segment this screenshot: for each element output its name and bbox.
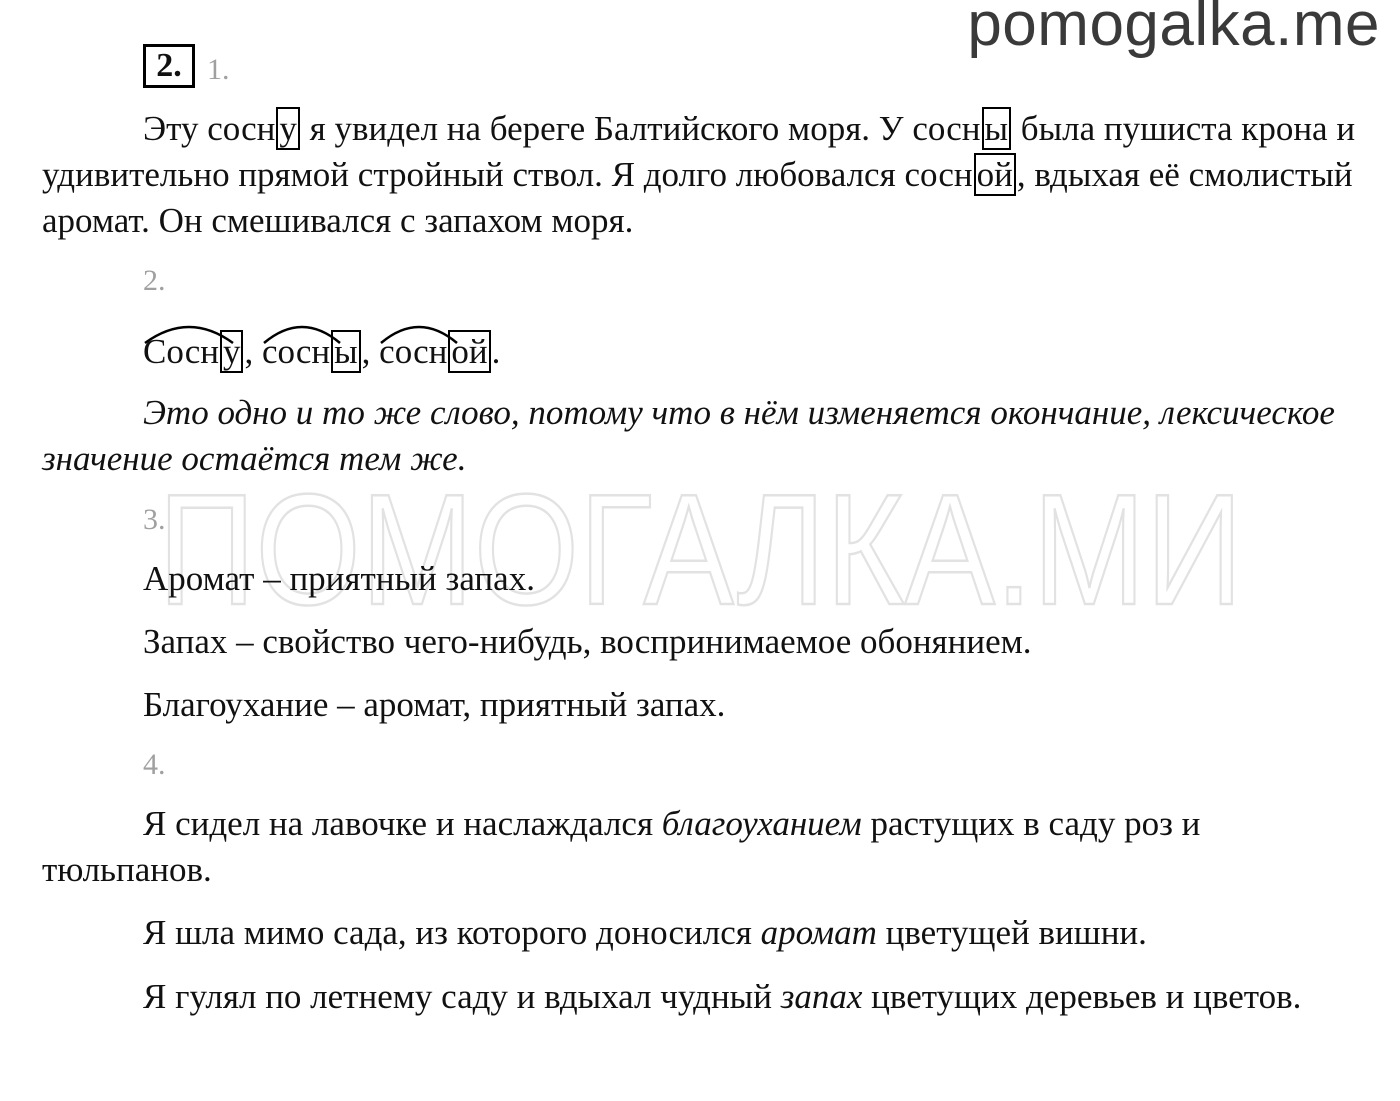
part-4-number: 4. — [143, 748, 166, 781]
highlighted-word: запах — [780, 977, 863, 1016]
definition-zapah: Запах – свойство чего-нибудь, воспринимаемое обонянием. — [143, 622, 1032, 661]
text-segment: была пушиста крона и удивительно прямой стройный ствол. Я долго любовался сосн — [42, 109, 1356, 194]
word-form-3 — [379, 329, 447, 375]
sentence-1 — [42, 801, 1367, 893]
text-segment: растущих в саду роз и тюльпанов. — [42, 804, 1201, 889]
word-forms — [143, 329, 1343, 375]
part-1-number: 1. — [207, 53, 230, 86]
part-2-number: 2. — [143, 264, 166, 297]
ending-box: ой — [448, 330, 490, 373]
exercise-number: 2. — [143, 44, 195, 88]
site-logo: pomogalka.me — [967, 0, 1380, 59]
text-segment: цветущих деревьев и цветов. — [862, 977, 1302, 1016]
sentence-3 — [42, 974, 1367, 1020]
watermark-text: ПОМОГАЛКА.МИ — [158, 476, 1243, 626]
text-segment: , вдыхая её смолистый аромат. Он смешивался с запахом моря. — [42, 155, 1353, 240]
sentence-2 — [42, 910, 1367, 956]
definition-blagouhanie: Благоухание – аромат, приятный запах. — [143, 685, 726, 724]
separator: . — [491, 332, 501, 371]
part-2-explanation: Это одно и то же слово, потому что в нём изменяется окончание, лексическое значение остаётся тем же. — [42, 393, 1335, 478]
text-segment: Я шла мимо сада, из которого доносился — [143, 913, 761, 952]
ending-box: ы — [331, 330, 361, 373]
highlighted-word: аромат — [760, 913, 877, 952]
definition-aromat: Аромат – приятный запах. — [143, 559, 535, 598]
word-form-2 — [262, 329, 330, 375]
separator: , — [361, 332, 380, 371]
root-text: Сосн — [143, 332, 219, 371]
watermark — [158, 476, 1248, 626]
ending-box: у — [276, 107, 300, 150]
ending-box: у — [220, 330, 244, 373]
highlighted-word: благоуханием — [661, 804, 862, 843]
part-1-text — [42, 106, 1367, 244]
word-form-1 — [143, 329, 219, 375]
text-segment: Я сидел на лавочке и наслаждался — [143, 804, 662, 843]
text-segment: я увидел на береге Балтийского моря. У сосн — [300, 109, 981, 148]
text-segment: Эту сосн — [143, 109, 276, 148]
root-text: сосн — [261, 332, 331, 371]
root-text: сосн — [379, 332, 448, 371]
part-3-number: 3. — [143, 503, 166, 536]
ending-box: ы — [982, 107, 1012, 150]
text-segment: цветущей вишни. — [876, 913, 1147, 952]
ending-box: ой — [974, 153, 1016, 196]
text-segment: Я гулял по летнему саду и вдыхал чудный — [143, 977, 781, 1016]
separator: , — [244, 332, 262, 371]
